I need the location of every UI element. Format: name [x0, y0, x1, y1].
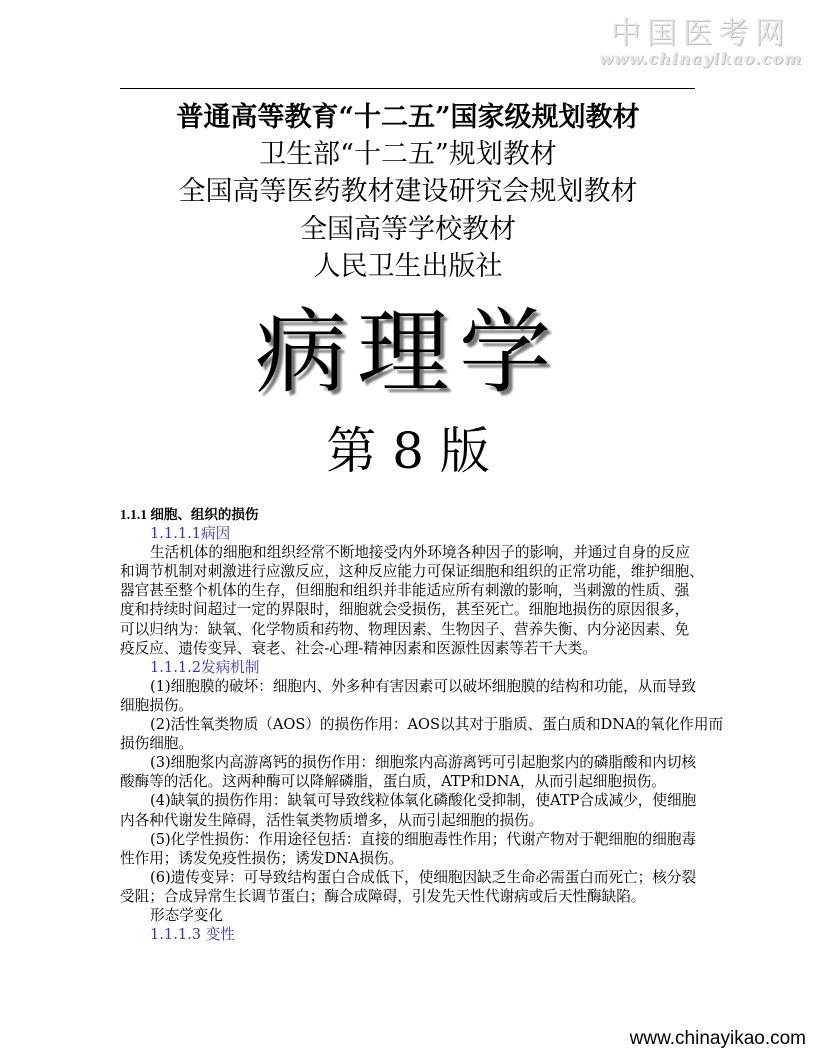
text-line: 损伤细胞。 [120, 735, 193, 753]
watermark-url: www.chinayikao.com [599, 49, 802, 68]
text-line: (4)缺氧的损伤作用：缺氧可导致线粒体氧化磷酸化受抑制，使ATP合成减少，使细胞 [150, 792, 697, 810]
section-heading: 1.1.1 细胞、组织的损伤 [120, 507, 259, 522]
text-line: 生活机体的细胞和组织经常不断地接受内外环境各种因子的影响，并通过自身的反应 [150, 544, 690, 562]
text-line: 形态学变化 [150, 906, 223, 924]
text-line: 细胞损伤。 [120, 696, 193, 714]
text-line: (3)细胞浆内高游离钙的损伤作用：细胞浆内高游离钙可引起胞浆内的磷脂酸和内切核 [150, 754, 697, 772]
text-line: (6)遗传变异：可导致结构蛋白合成低下，使细胞因缺乏生命必需蛋白而死亡；核分裂 [150, 868, 697, 886]
header-line-2: 卫生部“十二五”规划教材 [259, 139, 557, 170]
text-line: 器官甚至整个机体的生存，但细胞和组织并非能适应所有刺激的影响，当刺激的性质、强 [120, 582, 690, 600]
subsection-heading: 1.1.1.3 变性 [150, 926, 235, 944]
header-line-5: 人民卫生出版社 [313, 251, 503, 282]
subsection-heading: 1.1.1.2发病机制 [150, 658, 260, 676]
watermark-logo [599, 18, 802, 68]
header-line-1: 普通高等教育“十二五”国家级规划教材 [176, 102, 640, 133]
text-line: 疫反应、遗传变异、衰老、社会-心理-精神因素和医源性因素等若干大类。 [120, 639, 597, 657]
subsection-heading: 1.1.1.1病因 [150, 525, 231, 543]
text-line: 性作用；诱发免疫性损伤；诱发DNA损伤。 [120, 849, 404, 867]
header-rule [120, 88, 695, 89]
content-body [120, 505, 724, 944]
text-line: 受阻；合成异常生长调节蛋白；酶合成障碍，引发先天性代谢病或后天性酶缺陷。 [120, 887, 646, 905]
text-line: 可以归纳为：缺氧、化学物质和药物、物理因素、生物因子、营养失衡、内分泌因素、免 [120, 620, 690, 638]
text-line: (1)细胞膜的破坏：细胞内、外多种有害因素可以破坏细胞膜的结构和功能，从而导致 [150, 677, 697, 695]
footer-link[interactable]: www.chinayikao.com [629, 1028, 806, 1049]
text-line: 酸酶等的活化。这两种酶可以降解磷脂，蛋白质，ATP和DNA，从而引起细胞损伤。 [120, 773, 666, 791]
text-line: 内各种代谢发生障碍，活性氧类物质增多，从而引起细胞的损伤。 [120, 811, 544, 829]
text-line: (5)化学性损伤：作用途径包括：直接的细胞毒性作用；代谢产物对于靶细胞的细胞毒 [150, 830, 697, 848]
header-line-4: 全国高等学校教材 [300, 214, 516, 245]
edition: 第 8 版 [326, 422, 490, 480]
text-line: 和调节机制对刺激进行应激反应，这种反应能力可保证细胞和组织的正常功能，维护细胞、 [120, 563, 704, 581]
header-line-3: 全国高等医药教材建设研究会规划教材 [178, 176, 638, 207]
text-line: 度和持续时间超过一定的界限时，细胞就会受损伤，甚至死亡。细胞地损伤的原因很多， [120, 601, 690, 619]
book-title: 病理学 [254, 299, 561, 406]
watermark-cn: 中国医考网 [610, 16, 791, 51]
text-line: (2)活性氧类物质（AOS）的损伤作用：AOS以其对于脂质、蛋白质和DNA的氧化作用而 [150, 716, 724, 734]
